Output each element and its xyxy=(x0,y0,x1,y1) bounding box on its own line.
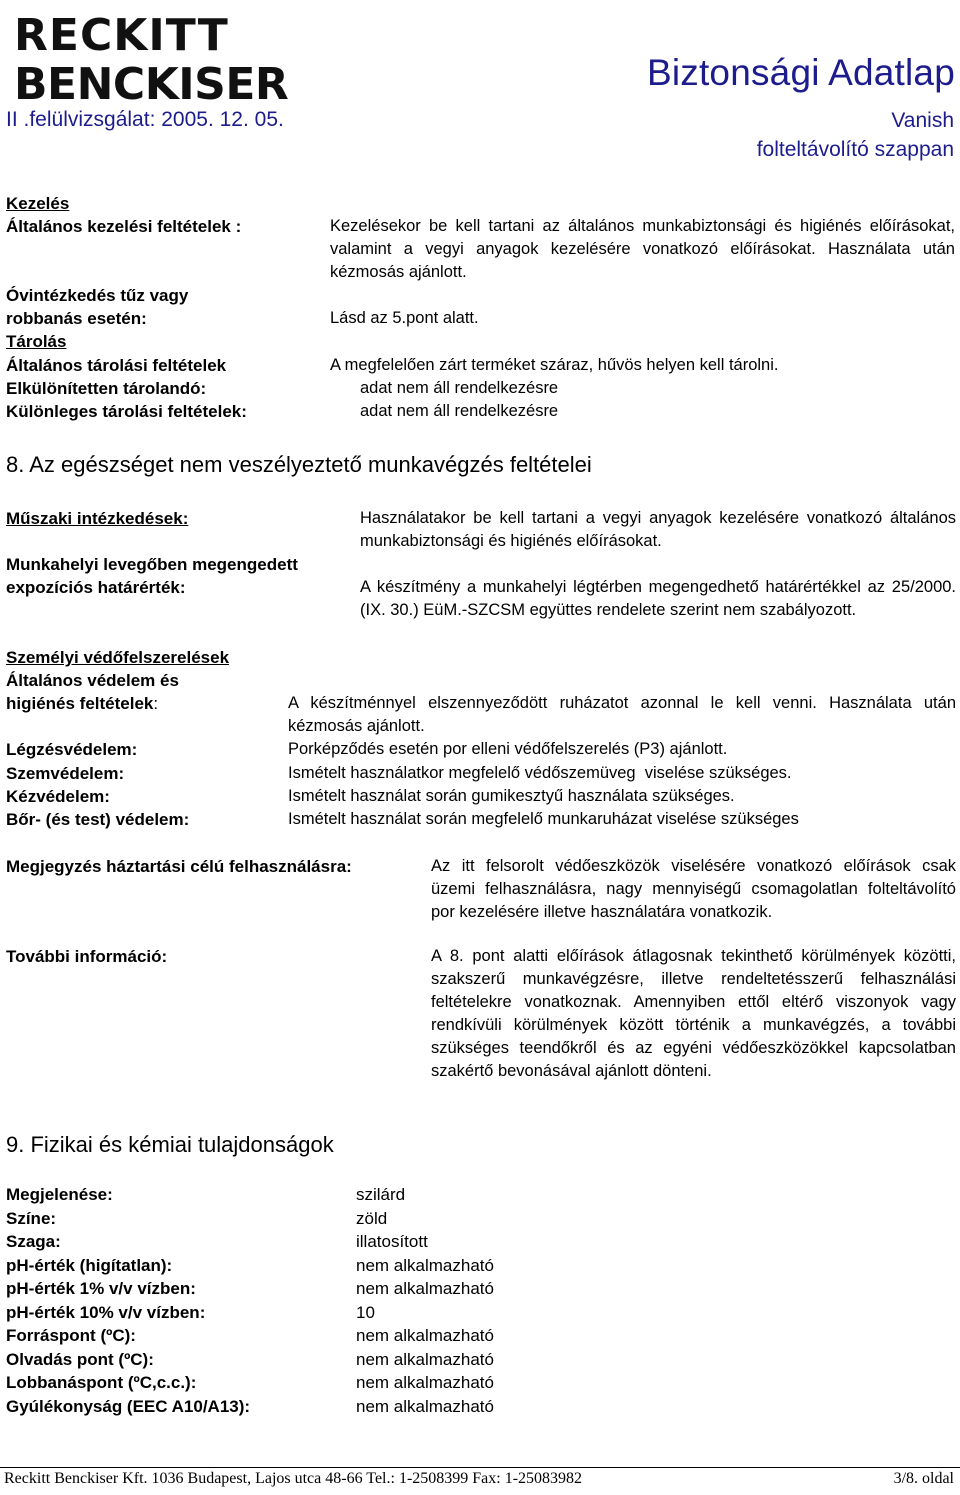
property-label: pH-érték 10% v/v vízben: xyxy=(6,1302,206,1322)
property-row xyxy=(6,1326,494,1350)
property-value: nem alkalmazható xyxy=(356,1396,494,1416)
general-protection-label-line2 xyxy=(6,692,158,716)
logo-text-benckiser: BENCKISER xyxy=(14,59,289,106)
product-description: folteltávolító szappan xyxy=(756,138,954,161)
revision-date: II .felülvizsgálat: 2005. 12. 05. xyxy=(6,108,284,131)
property-label: Szaga: xyxy=(6,1232,61,1251)
handling-text: Kezelésekor be kell tartani az általános munkabiztonsági és higiénés előírásokat, valamint a vegyi anyagok kezelésére vonatkozó előírásokat. Használata után kézmosás ajánlott. xyxy=(330,217,955,281)
property-row xyxy=(6,1256,494,1280)
storage-general-text: A megfelelően zárt terméket száraz, hűvös helyen kell tárolni. xyxy=(330,356,779,374)
property-value: nem alkalmazható xyxy=(356,1349,494,1369)
property-value: zöld xyxy=(356,1208,388,1228)
property-label: Színe: xyxy=(6,1208,57,1228)
property-label: Gyúlékonyság (EEC A10/A13): xyxy=(6,1396,251,1416)
property-label: Olvadás pont (ºC): xyxy=(6,1349,154,1369)
logo-text-reckitt: RECKITT xyxy=(14,10,229,61)
household-note-text: Az itt felsorolt védőeszközök viselésére vonatkozó előírások csak üzemi felhasználásra, nagy mennyiségű csomagolatlan folteltávolító por kezelésére illetve használatára vonatkozik. xyxy=(431,857,956,921)
respiratory-label: Légzésvédelem: xyxy=(6,740,138,759)
fire-label-line2: robbanás esetén: xyxy=(6,309,147,328)
property-value: nem alkalmazható xyxy=(356,1373,494,1392)
respiratory-text: Porképződés esetén por elleni védőfelszerelés (P3) ajánlott. xyxy=(288,740,728,758)
company-logo xyxy=(8,6,298,106)
property-row xyxy=(6,1397,494,1421)
property-label: pH-érték (higítatlan): xyxy=(6,1255,173,1275)
ppe-heading: Személyi védőfelszerelések xyxy=(6,648,230,667)
property-label: Forráspont (ºC): xyxy=(6,1326,136,1345)
properties-table xyxy=(6,1185,494,1420)
property-value: nem alkalmazható xyxy=(356,1279,494,1298)
fire-text: Lásd az 5.pont alatt. xyxy=(330,309,479,327)
footer-company-info: Reckitt Benckiser Kft. 1036 Budapest, Lajos utca 48-66 Tel.: 1-2508399 Fax: 1-25083982 xyxy=(4,1470,583,1487)
property-row xyxy=(6,1232,494,1256)
property-row xyxy=(6,1279,494,1303)
product-info xyxy=(757,106,954,164)
property-value: 10 xyxy=(356,1302,375,1322)
general-protection-label-text: higiénés feltételek xyxy=(6,694,154,713)
property-row xyxy=(6,1209,494,1233)
storage-heading: Tárolás xyxy=(6,332,67,351)
general-protection-text: A készítménnyel elszennyeződött ruházatot azonnal le kell venni. Használata után kézmosás ajánlott. xyxy=(288,694,956,735)
storage-general-label: Általános tárolási feltételek xyxy=(6,356,227,375)
household-note-label: Megjegyzés háztartási célú felhasználásra: xyxy=(6,857,352,876)
special-storage-text: adat nem áll rendelkezésre xyxy=(360,402,559,420)
technical-measures-label: Műszaki intézkedések: xyxy=(6,509,189,528)
hand-protection-text: Ismételt használat során gumikesztyű használata szükséges. xyxy=(288,787,735,805)
property-value: illatosított xyxy=(356,1232,428,1251)
eye-protection-label: Szemvédelem: xyxy=(6,764,125,783)
property-row xyxy=(6,1373,494,1397)
handling-heading: Kezelés xyxy=(6,194,70,213)
footer-page-number: 3/8. oldal xyxy=(893,1470,954,1487)
product-name: Vanish xyxy=(891,109,954,132)
eye-protection-text: Ismételt használatkor megfelelő védőszemüveg viselése szükséges. xyxy=(288,764,792,782)
separate-storage-text: adat nem áll rendelkezésre xyxy=(360,379,559,397)
property-value: nem alkalmazható xyxy=(356,1326,494,1345)
property-value: szilárd xyxy=(356,1185,406,1204)
property-value: nem alkalmazható xyxy=(356,1255,494,1275)
exposure-limit-label-line2: expozíciós határérték: xyxy=(6,578,186,597)
properties-body xyxy=(6,1185,494,1420)
further-info-label: További információ: xyxy=(6,947,168,966)
technical-measures-text: Használatakor be kell tartani a vegyi anyagok kezelésére vonatkozó általános munkabiztonsági és higiénés előírásokat. xyxy=(360,509,956,550)
property-row xyxy=(6,1303,494,1327)
property-row xyxy=(6,1185,494,1209)
handling-label: Általános kezelési feltételek : xyxy=(6,217,242,236)
skin-protection-text: Ismételt használat során megfelelő munkaruházat viselése szükséges xyxy=(288,810,799,828)
special-storage-label: Különleges tárolási feltételek: xyxy=(6,402,247,421)
fire-label-line1: Óvintézkedés tűz vagy xyxy=(6,286,189,305)
general-protection-label-colon: : xyxy=(153,694,159,713)
footer xyxy=(4,1470,954,1488)
footer-divider xyxy=(0,1467,960,1468)
further-info-text: A 8. pont alatti előírások átlagosnak tekinthető körülmények közötti, szakszerű munkavégzésre, illetve rendeltetésszerű felhasználási feltételekre vonatkoznak. Amennyiben ettől eltérő viszonyok vagy rendkívüli körülmények között történik a munkavégzés, a további szükséges teendőkről és az egyéni védőeszközökkel kapcsolatban szakértő bevonásával ajánlott dönteni. xyxy=(431,947,956,1080)
document-title: Biztonsági Adatlap xyxy=(646,52,955,93)
property-label: Megjelenése: xyxy=(6,1185,113,1204)
skin-protection-label: Bőr- (és test) védelem: xyxy=(6,810,190,829)
property-label: Lobbanáspont (ºC,c.c.): xyxy=(6,1373,197,1392)
general-protection-label-line1: Általános védelem és xyxy=(6,671,179,690)
section-9-title: 9. Fizikai és kémiai tulajdonságok xyxy=(6,1132,334,1157)
exposure-limit-label-line1: Munkahelyi levegőben megengedett xyxy=(6,555,298,574)
hand-protection-label: Kézvédelem: xyxy=(6,787,110,806)
section-8-title: 8. Az egészséget nem veszélyeztető munkavégzés feltételei xyxy=(6,452,592,477)
property-label: pH-érték 1% v/v vízben: xyxy=(6,1279,196,1298)
property-row xyxy=(6,1350,494,1374)
exposure-limit-text: A készítmény a munkahelyi légtérben megengedhető határértékkel az 25/2000. (IX. 30.) EüM.-SZCSM együttes rendelete szerint nem szabályozott. xyxy=(360,578,956,619)
separate-storage-label: Elkülönítetten tárolandó: xyxy=(6,379,207,398)
